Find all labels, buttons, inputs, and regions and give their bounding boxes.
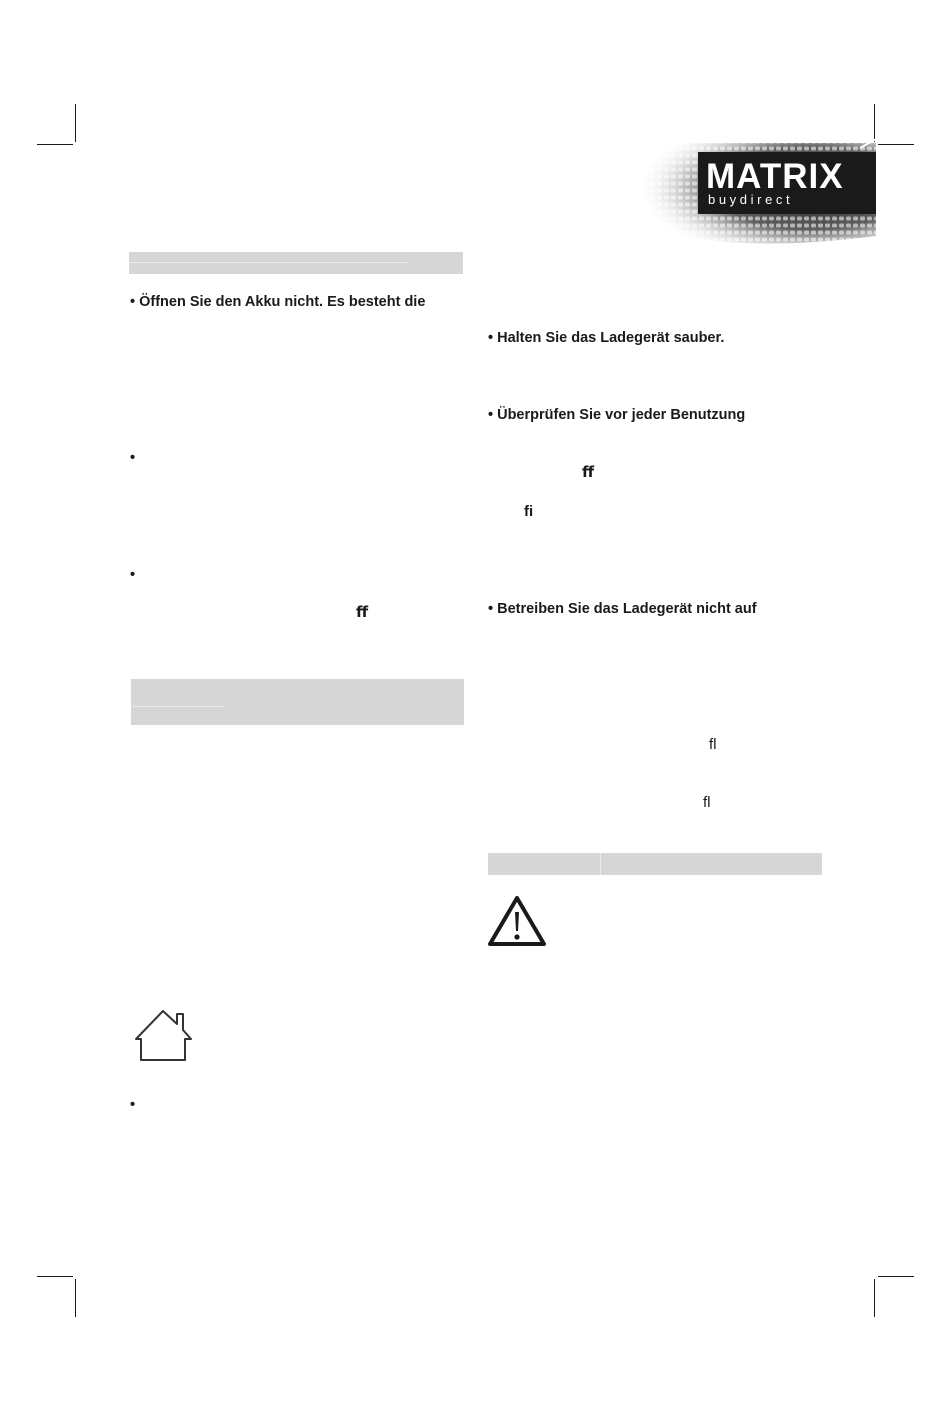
- right-ligature-fl-1: ﬂ: [709, 736, 717, 753]
- crop-mark-top-left-h: [37, 144, 73, 145]
- crop-mark-top-right-h: [878, 144, 914, 145]
- crop-mark-top-right-v: [874, 104, 875, 142]
- crop-mark-bottom-left-v: [75, 1279, 76, 1317]
- house-icon: [133, 1006, 195, 1064]
- right-ligature-fl-2: ﬂ: [703, 794, 711, 811]
- section-bar-left-middle: [131, 679, 464, 725]
- crop-mark-bottom-right-h: [878, 1276, 914, 1277]
- crop-mark-bottom-left-h: [37, 1276, 73, 1277]
- section-bar-left-top: [129, 252, 463, 274]
- logo-tagline-text: b u y d i r e c t: [708, 192, 790, 207]
- right-bullet-1: • Halten Sie das Ladegerät sauber.: [488, 330, 725, 346]
- crop-mark-bottom-right-v: [874, 1279, 875, 1317]
- left-bullet-3: •: [130, 567, 136, 583]
- left-bullet-2: •: [130, 450, 136, 466]
- section-bar-right: [488, 853, 822, 875]
- right-ligature-fi: ﬁ: [524, 503, 534, 520]
- right-ligature-ff: ﬀ: [582, 464, 595, 481]
- left-ligature-ff: ﬀ: [356, 604, 369, 621]
- left-bullet-1: • Öffnen Sie den Akku nicht. Es besteht die: [130, 294, 426, 310]
- logo-brand-text: MATRIX: [706, 157, 844, 196]
- right-bullet-3: • Betreiben Sie das Ladegerät nicht auf: [488, 601, 757, 617]
- crop-mark-top-left-v: [75, 104, 76, 142]
- matrix-logo: [628, 138, 878, 250]
- right-bullet-2: • Überprüfen Sie vor jeder Benutzung: [488, 407, 746, 423]
- warning-triangle-icon: [487, 895, 547, 947]
- left-bullet-4: •: [130, 1097, 136, 1113]
